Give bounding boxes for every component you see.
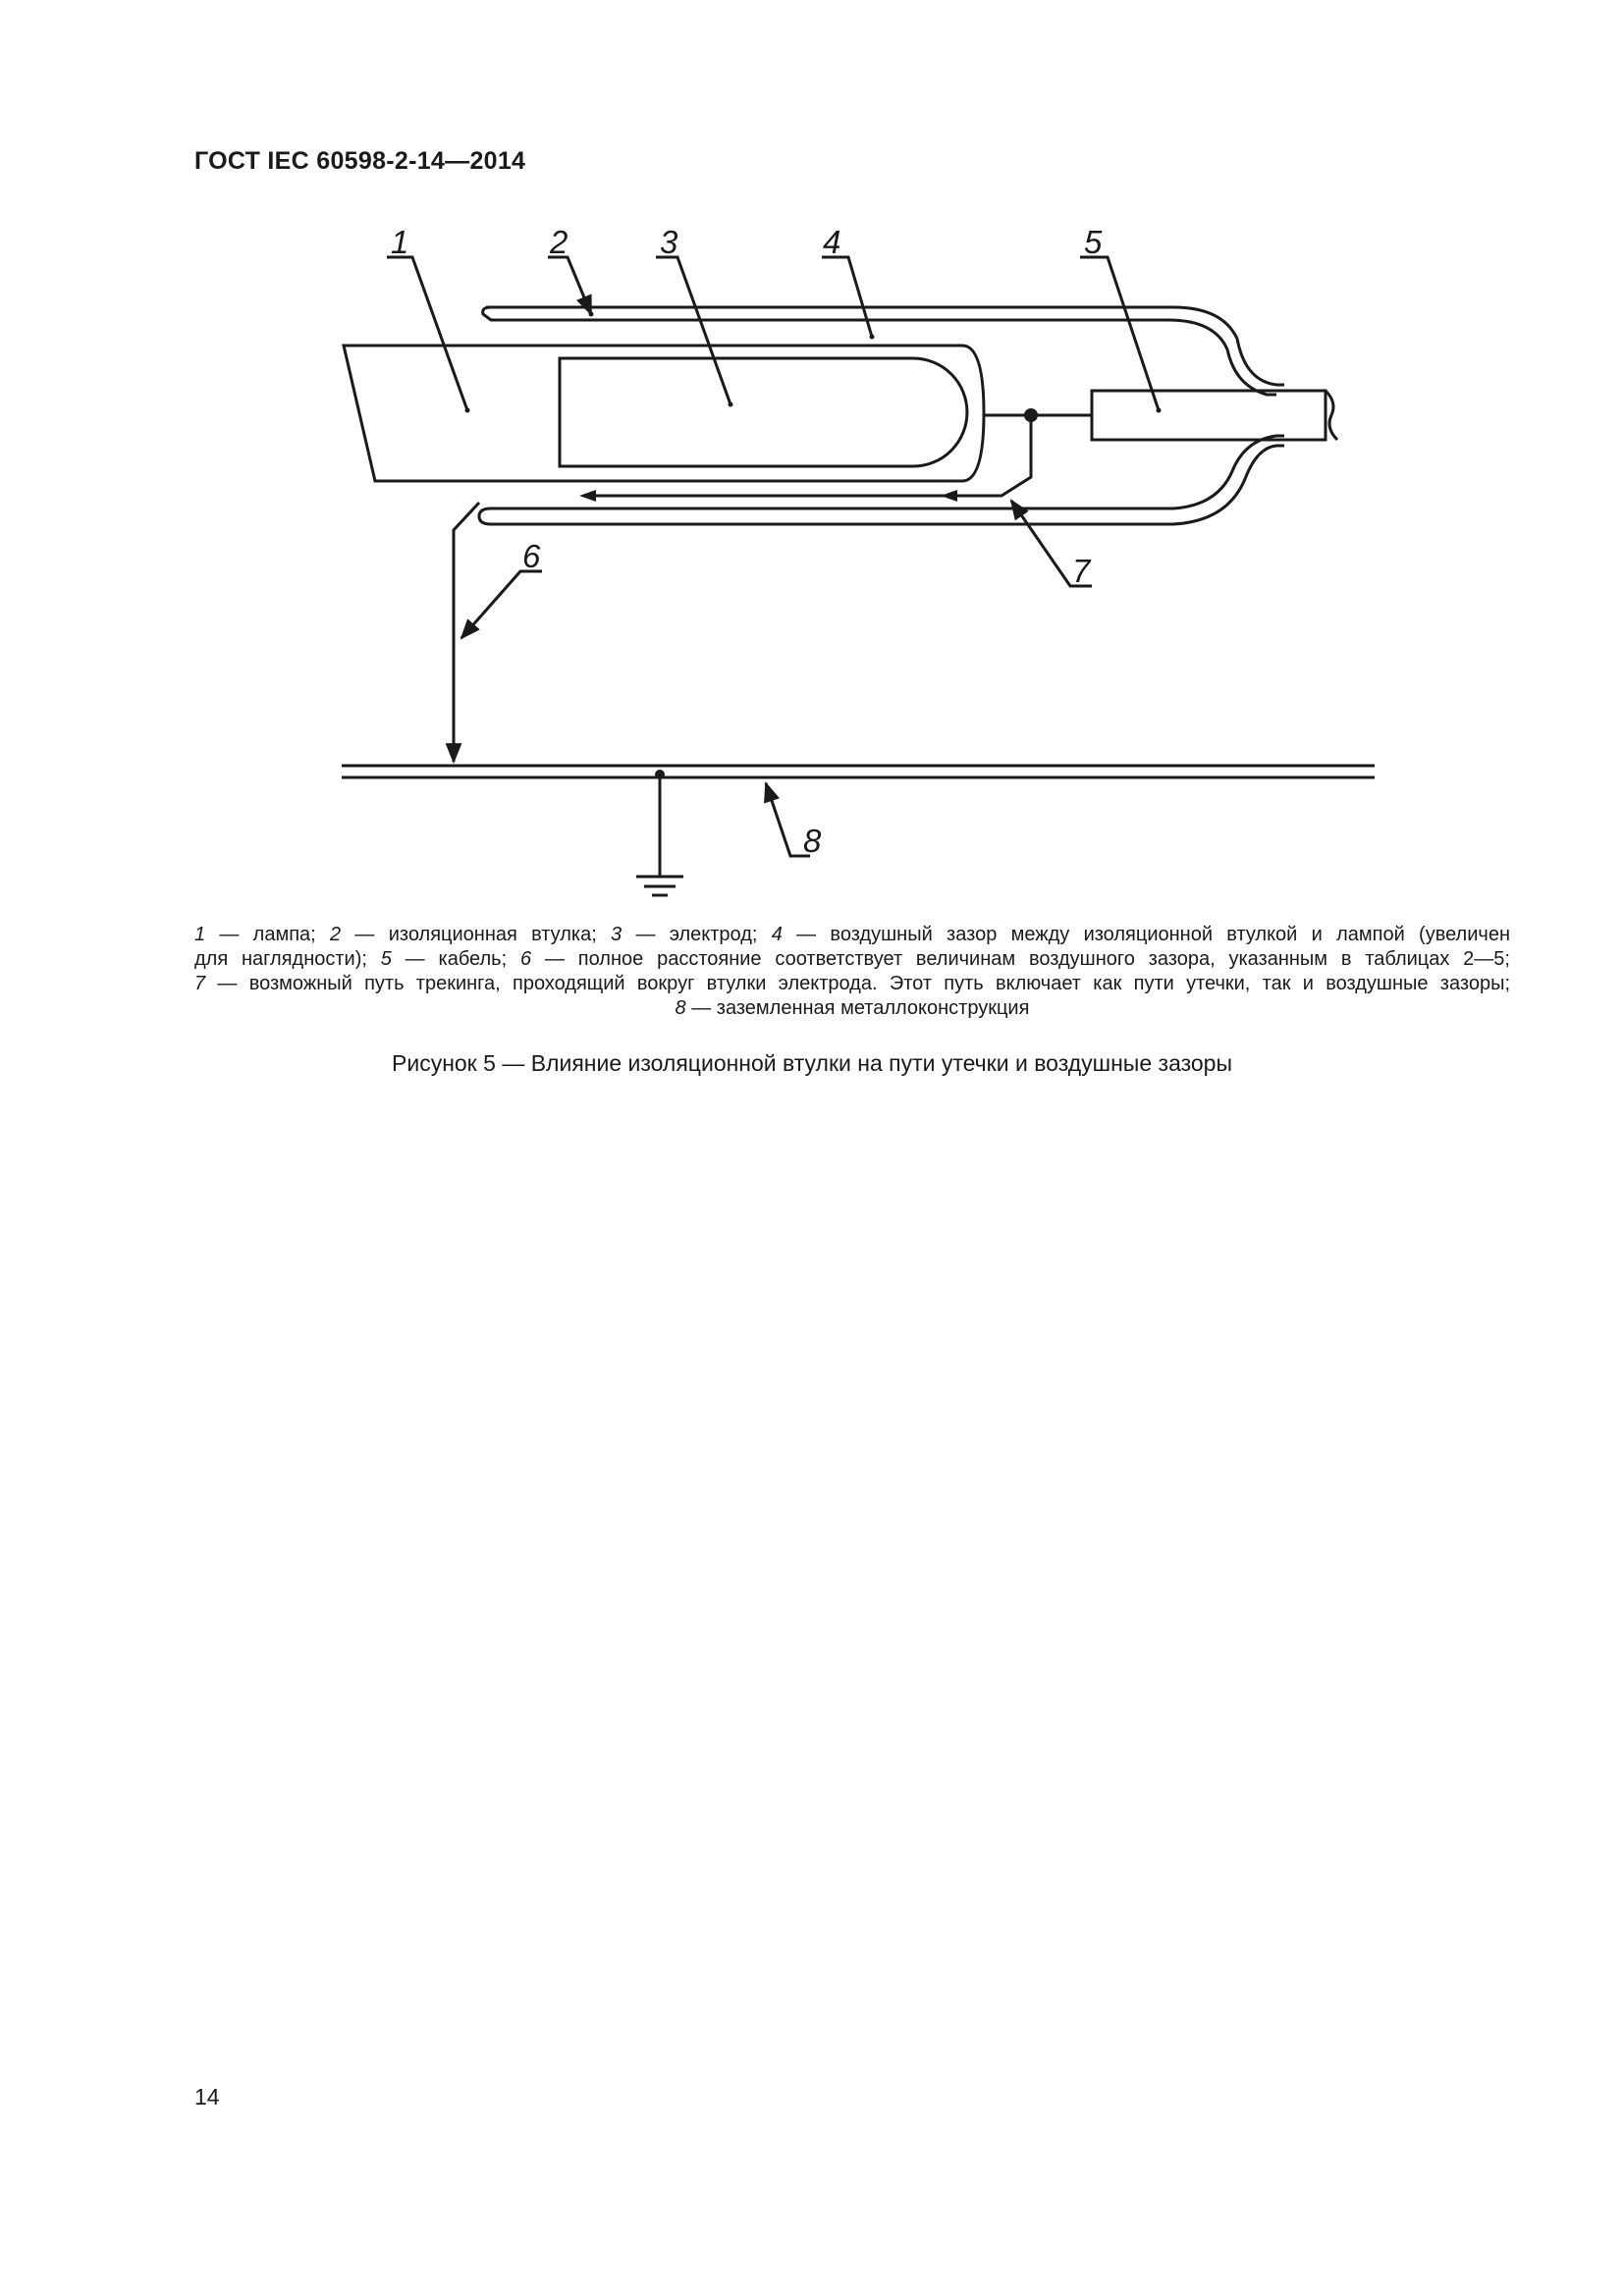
callout-7: 7 [1072,553,1091,589]
lamp-shape [344,346,984,481]
callout-2: 2 [550,224,568,260]
callout-3: 3 [660,224,678,260]
callout-4: 4 [823,224,841,260]
figure-diagram [0,0,1624,982]
legend-line-2: для наглядности); 5 — кабель; 6 — полное расстояние соответствует величинам воздушного зазора, указанным в таблицах 2—5; [194,948,1510,970]
legend-line-4: 8 — заземленная металлоконструкция [675,997,1030,1019]
figure-legend [194,923,1510,1021]
callout-1: 1 [391,224,409,260]
callout-6: 6 [522,538,541,574]
legend-line-3: 7 — возможный путь трекинга, проходящий вокруг втулки электрода. Этот путь включает как пути утечки, так и воздушные зазоры; [194,973,1510,994]
cable-shape [1092,391,1326,440]
cable-end [1326,391,1337,440]
document-header: ГОСТ IEC 60598-2-14—2014 [194,147,526,175]
legend-line-1: 1 — лампа; 2 — изоляционная втулка; 3 — электрод; 4 — воздушный зазор между изоляционной втулкой и лампой (увеличен [194,924,1510,945]
sleeve-inner [483,307,1276,395]
figure-caption: Рисунок 5 — Влияние изоляционной втулки на пути утечки и воздушные зазоры [392,1050,1232,1076]
callout-8: 8 [803,823,822,859]
page-number: 14 [194,2084,220,2109]
electrode-shape [560,358,967,466]
callout-5: 5 [1084,224,1103,260]
